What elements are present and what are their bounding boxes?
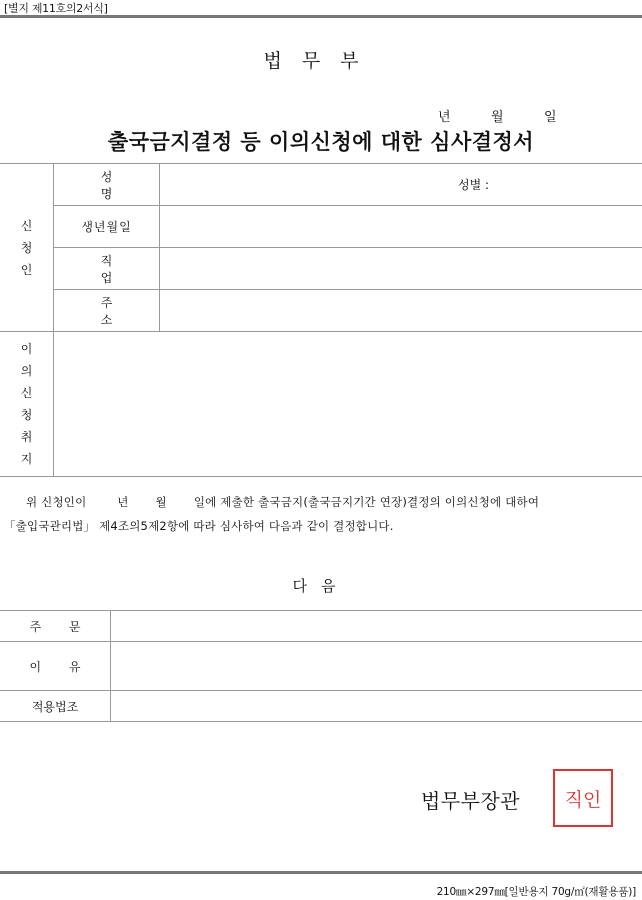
reason-field[interactable] <box>111 642 642 691</box>
order-label: 주 문 <box>0 611 111 642</box>
applicant-label-char: 인 <box>20 262 33 277</box>
objection-label-char: 청 <box>20 408 33 422</box>
job-field[interactable] <box>160 248 642 290</box>
law-label: 적용법조 <box>0 691 111 722</box>
address-label: 주 소 <box>54 290 160 332</box>
name-label: 성 명 <box>54 164 160 206</box>
decision-table <box>0 610 642 722</box>
gender-label: 성별 : <box>458 178 490 192</box>
official-seal: 직인 <box>553 769 613 827</box>
date-day-label: 일 <box>544 110 557 125</box>
ministry-heading: 법무부 <box>263 50 379 72</box>
job-label: 직 업 <box>54 248 160 290</box>
objection-label-char: 취 <box>20 430 33 444</box>
next-heading: 다음 <box>292 577 350 595</box>
objection-label-char: 신 <box>20 386 33 400</box>
date-month-label: 월 <box>491 110 504 125</box>
address-field[interactable] <box>160 290 642 332</box>
paper-spec: 210㎜×297㎜[일반용지 70g/㎡(재활용품)] <box>436 886 636 898</box>
reason-label: 이 유 <box>0 642 111 691</box>
statement-line-2: 「출입국관리법」 제4조의5제2항에 따라 심사하여 다음과 같이 결정합니다. <box>4 519 394 533</box>
objection-label-char: 이 <box>20 342 33 356</box>
signer-title: 법무부장관 <box>421 789 521 813</box>
date-year-label: 년 <box>438 110 451 125</box>
date-line <box>438 106 597 125</box>
statement-line-1: 위 신청인이 년 월 일에 제출한 출국금지(출국금지기간 연장)결정의 이의신청에 대하여 <box>26 495 540 509</box>
objection-group-label <box>0 332 54 477</box>
statement-paragraph <box>4 490 640 538</box>
applicant-group-label <box>0 164 54 332</box>
form-number: [별지 제11호의2서식] <box>4 2 108 15</box>
birth-field[interactable] <box>160 206 642 248</box>
top-rule <box>0 15 642 18</box>
document-title: 출국금지결정 등 이의신청에 대한 심사결정서 <box>107 130 535 154</box>
objection-label-char: 지 <box>20 452 33 466</box>
applicant-label-char: 신 <box>20 218 33 233</box>
birth-label: 생년월일 <box>54 206 160 248</box>
objection-label-char: 의 <box>20 364 33 378</box>
name-field[interactable] <box>160 164 642 206</box>
order-field[interactable] <box>111 611 642 642</box>
bottom-rule <box>0 871 642 874</box>
objection-content-field[interactable] <box>54 332 642 477</box>
law-field[interactable] <box>111 691 642 722</box>
applicant-label-char: 청 <box>20 240 33 255</box>
applicant-table <box>0 163 642 477</box>
